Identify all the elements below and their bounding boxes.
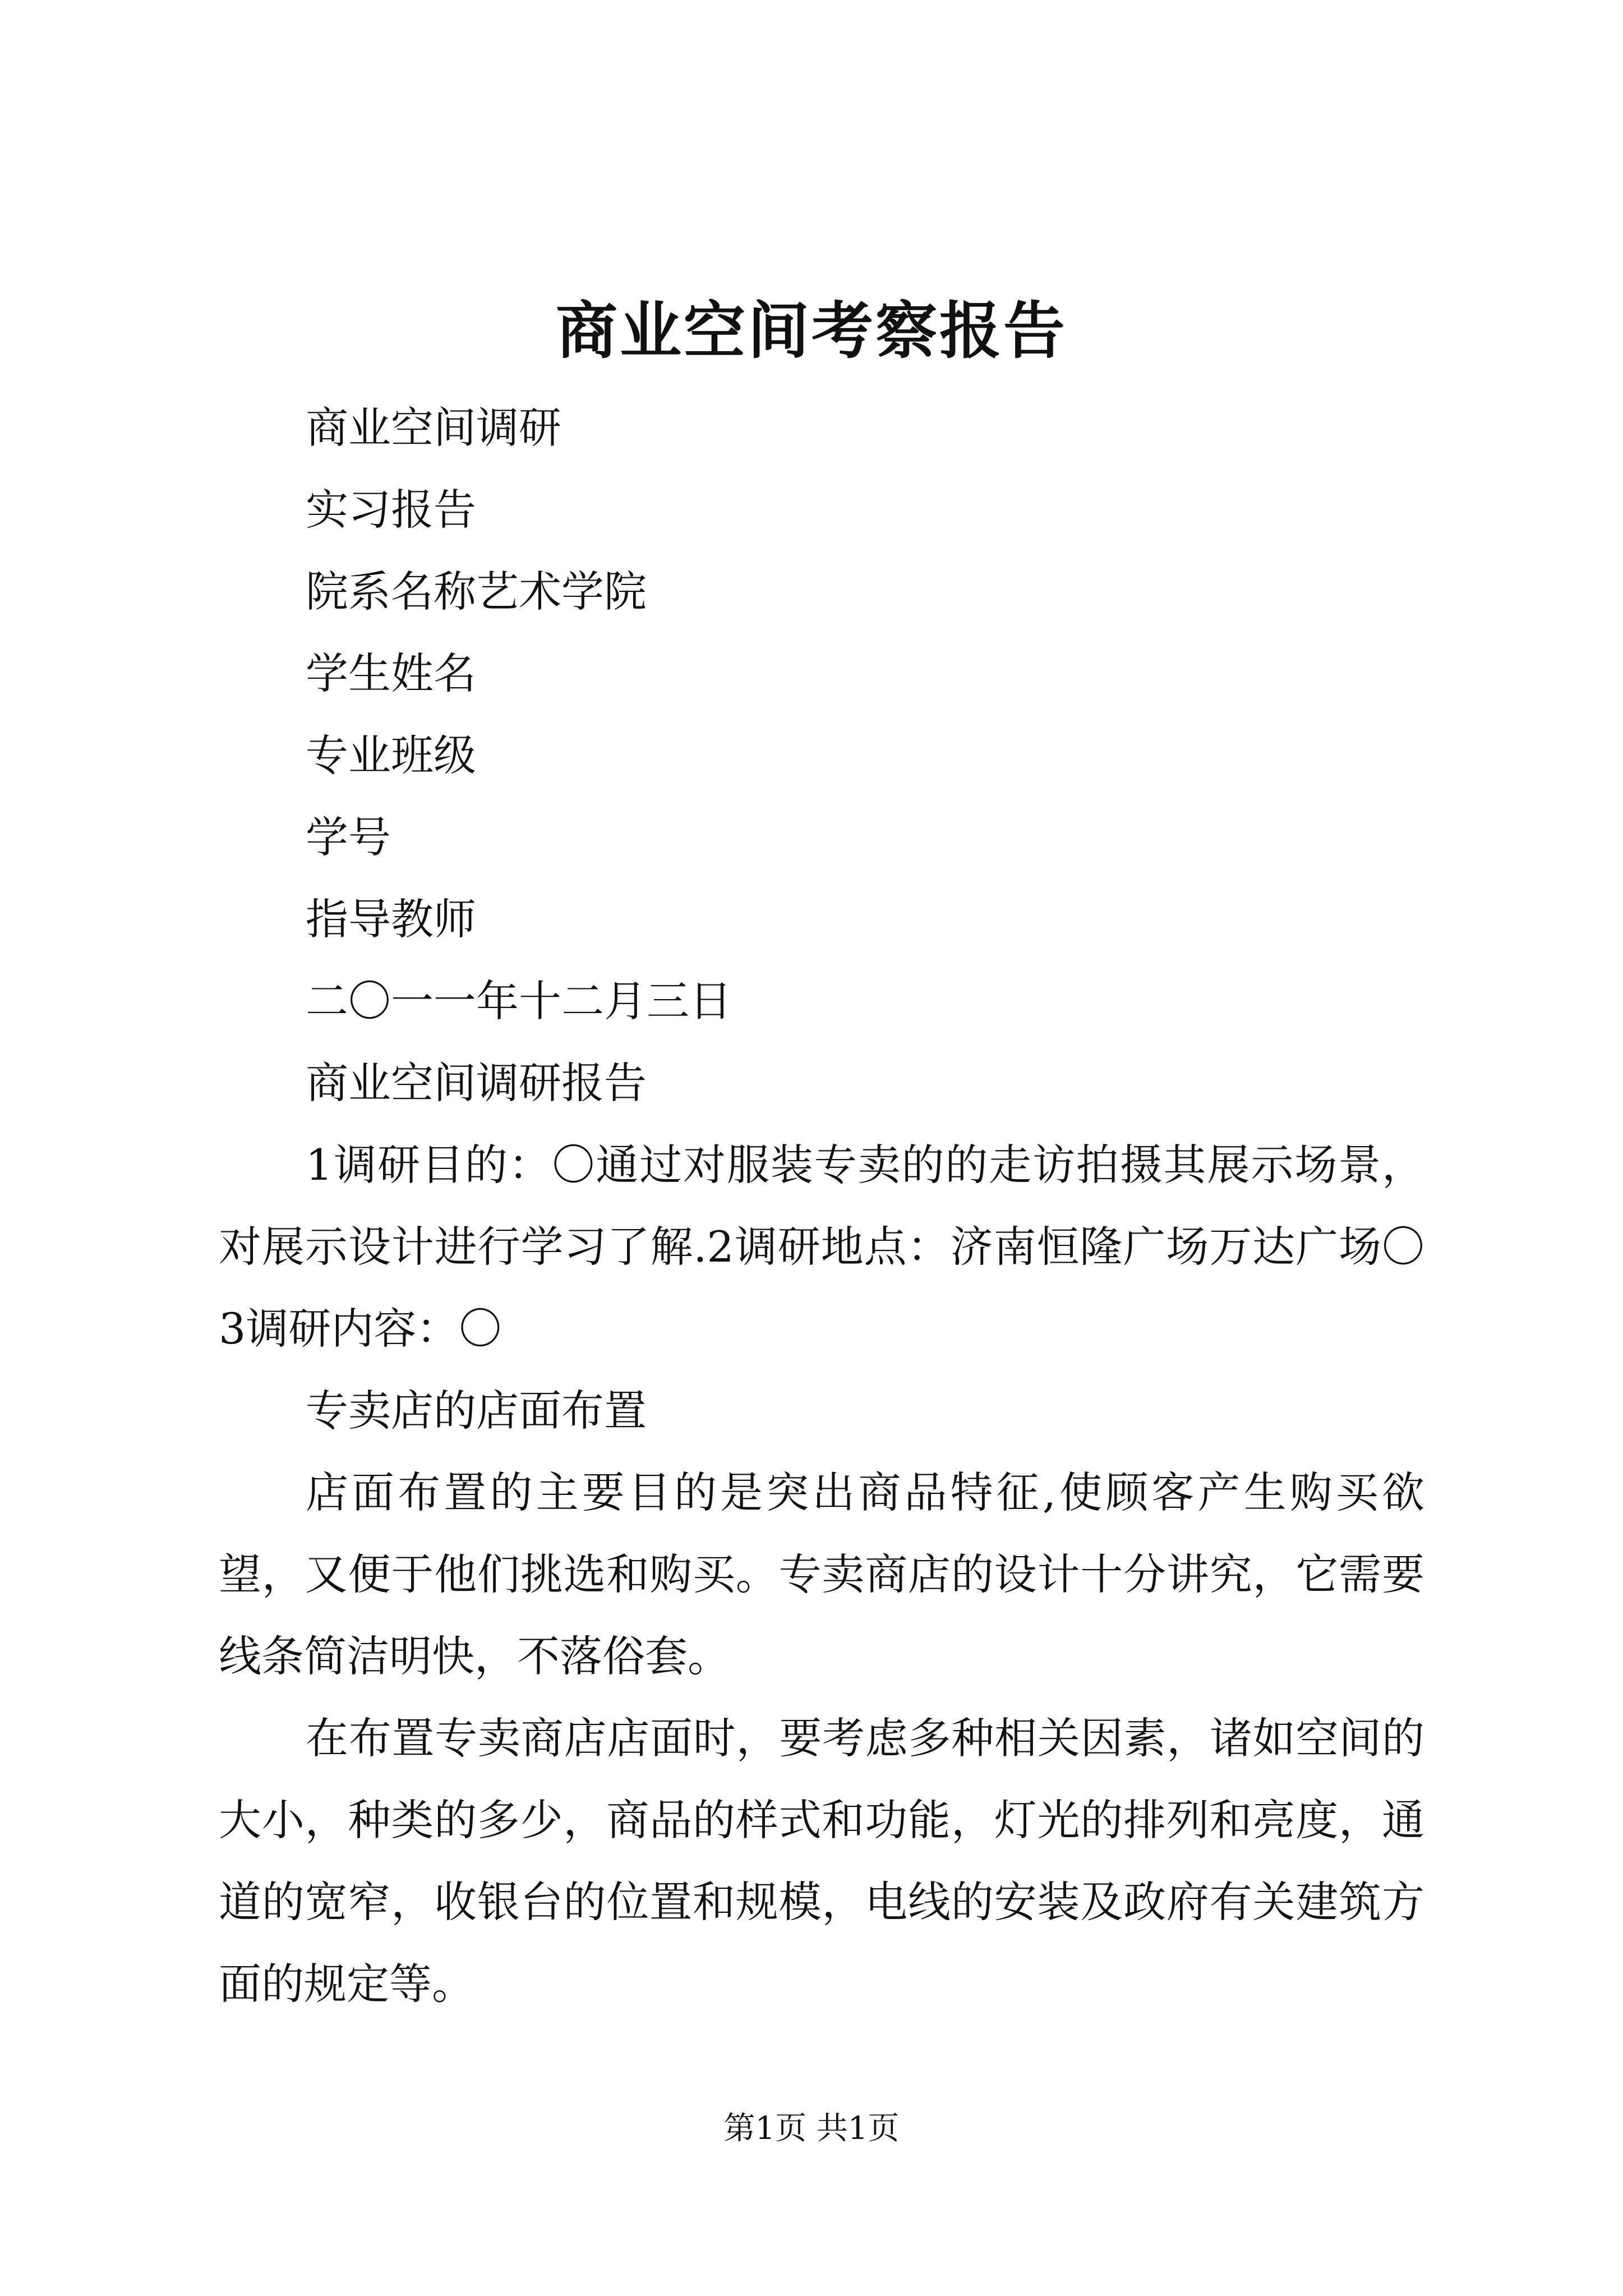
text-line: 专业班级 — [306, 730, 476, 780]
paragraph: 在布置专卖商店店面时，要考虑多种相关因素，诸如空间的大小，种类的多少，商品的样式和功能，灯光的排列和亮度，通道的宽窄，收银台的位置和规模，电线的安装及政府有关建筑方面的规定等。 — [219, 1713, 1424, 2009]
text-line: 实习报告 — [306, 485, 476, 535]
paragraph: 专卖店的店面布置 — [306, 1386, 647, 1435]
text-line: 二〇一一年十二月三日 — [306, 976, 732, 1026]
text-line: 院系名称艺术学院 — [306, 567, 647, 616]
document-title: 商业空间考察报告 — [556, 295, 1067, 367]
document-body — [219, 387, 1424, 2025]
text-line: 商业空间调研报告 — [306, 1058, 647, 1108]
text-line: 商业空间调研 — [306, 403, 561, 453]
paragraph: 店面布置的主要目的是突出商品特征,使顾客产生购买欲望，又便于他们挑选和购买。专卖商店的设计十分讲究，它需要线条简洁明快，不落俗套。 — [219, 1467, 1424, 1681]
text-line: 指导教师 — [306, 894, 476, 944]
page-footer: 第1页 共1页 — [723, 2110, 900, 2147]
text-line: 学生姓名 — [306, 648, 476, 698]
paragraph: 1调研目的：〇通过对服装专卖的的走访拍摄其展示场景，对展示设计进行学习了解.2调研地点：济南恒隆广场万达广场〇3调研内容：〇 — [219, 1140, 1424, 1354]
text-line: 学号 — [306, 812, 391, 862]
